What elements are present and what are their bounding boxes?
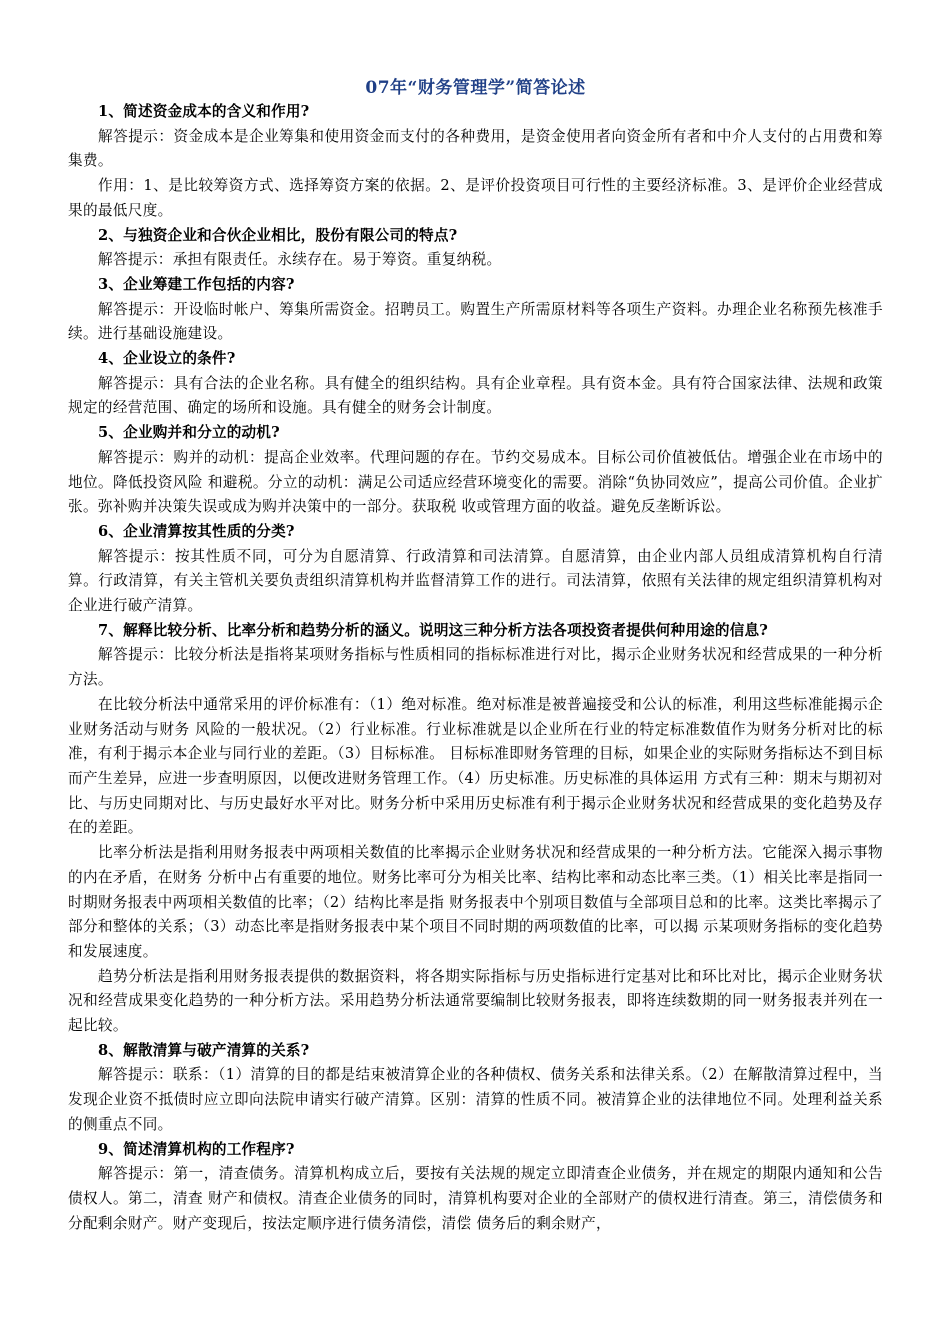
answer-paragraph: 解答提示：第一，清查债务。清算机构成立后，要按有关法规的规定立即清查企业债务，并在规定的期限内通知和公告债权人。第二，清查 财产和债权。清查企业债务的同时，清算机构要对企业的全部财产的债权进行清查。第三，清偿债务和分配剩余财产。财产变现后，按法定顺序进行债务清偿，清偿 债务后的剩余财产， [68, 1165, 883, 1232]
question-heading: 3、企业筹建工作包括的内容? [98, 275, 295, 293]
answer-paragraph: 在比较分析法中通常采用的评价标准有：（1）绝对标准。绝对标准是被普遍接受和公认的标准，利用这些标准能揭示企业财务活动与财务 风险的一般状况。（2）行业标准。行业标准就是以企业所在行业的特定标准数值作为财务分析对比的标准，有利于揭示本企业与同行业的差距。（3）目标标准。 目标标准即财务管理的目标，如果企业的实际财务指标达不到目标而产生差异，应进一步查明原因，以便改进财务管理工作。（4）历史标准。历史标准的具体运用 方式有三种：期末与期初对比、与历史同期对比、与历史最好水平对比。财务分析中采用历史标准有利于揭示企业财务状况和经营成果的变化趋势及存在的差距。 [68, 695, 883, 837]
question-heading: 6、企业清算按其性质的分类? [98, 522, 295, 540]
answer-paragraph: 解答提示：资金成本是企业筹集和使用资金而支付的各种费用，是资金使用者向资金所有者和中介人支付的占用费和筹集费。 [68, 127, 883, 170]
document-body [68, 100, 883, 1236]
answer-paragraph: 作用：1、是比较筹资方式、选择筹资方案的依据。2、是评价投资项目可行性的主要经济标准。3、是评价企业经营成果的最低尺度。 [68, 177, 883, 219]
answer-paragraph: 解答提示：按其性质不同，可分为自愿清算、行政清算和司法清算。自愿清算，由企业内部人员组成清算机构自行清算。行政清算，有关主管机关要负责组织清算机构并监督清算工作的进行。司法清算，依照有关法律的规定组织清算机构对企业进行破产清算。 [68, 547, 883, 615]
question-heading: 4、企业设立的条件? [98, 350, 236, 368]
question-heading: 2、与独资企业和合伙企业相比，股份有限公司的特点? [98, 226, 458, 244]
question-heading: 9、简述清算机构的工作程序? [98, 1140, 295, 1158]
answer-paragraph: 解答提示：具有合法的企业名称。具有健全的组织结构。具有企业章程。具有资本金。具有符合国家法律、法规和政策规定的经营范围、确定的场所和设施。具有健全的财务会计制度。 [68, 374, 883, 417]
document-title: 07年“财务管理学”简答论述 [365, 78, 586, 98]
question-heading: 7、解释比较分析、比率分析和趋势分析的涵义。说明这三种分析方法各项投资者提供何种用途的信息? [98, 621, 769, 639]
question-heading: 5、企业购并和分立的动机? [98, 424, 280, 442]
answer-paragraph: 比率分析法是指利用财务报表中两项相关数值的比率揭示企业财务状况和经营成果的一种分析方法。它能深入揭示事物的内在矛盾，在财务 分析中占有重要的地位。财务比率可分为相关比率、结构比率和动态比率三类。（1）相关比率是指同一时期财务报表中两项相关数值的比率；（2）结构比率是指 财务报表中个别项目数值与全部项目总和的比率。这类比率揭示了部分和整体的关系；（3）动态比率是指财务报表中某个项目不同时期的两项数值的比率，可以揭 示某项财务指标的变化趋势和发展速度。 [68, 844, 883, 960]
answer-paragraph: 解答提示：联系：（1）清算的目的都是结束被清算企业的各种债权、债务关系和法律关系。（2）在解散清算过程中，当发现企业资不抵债时应立即向法院申请实行破产清算。区别：清算的性质不同。被清算企业的法律地位不同。处理利益关系的侧重点不同。 [68, 1066, 883, 1133]
answer-paragraph: 解答提示：开设临时帐户、筹集所需资金。招聘员工。购置生产所需原材料等各项生产资料。办理企业名称预先核准手续。进行基础设施建设。 [68, 300, 883, 343]
question-heading: 1、简述资金成本的含义和作用? [98, 103, 310, 120]
document-page [68, 76, 883, 1236]
answer-paragraph: 趋势分析法是指利用财务报表提供的数据资料，将各期实际指标与历史指标进行定基对比和环比对比，揭示企业财务状况和经营成果变化趋势的一种分析方法。采用趋势分析法通常要编制比较财务报表，即将连续数期的同一财务报表并列在一起比较。 [68, 967, 883, 1035]
answer-paragraph: 解答提示：比较分析法是指将某项财务指标与性质相同的指标标准进行对比，揭示企业财务状况和经营成果的一种分析方法。 [68, 646, 883, 689]
answer-paragraph: 解答提示：承担有限责任。永续存在。易于筹资。重复纳税。 [98, 251, 502, 269]
question-heading: 8、解散清算与破产清算的关系? [98, 1041, 310, 1059]
answer-paragraph: 解答提示：购并的动机：提高企业效率。代理问题的存在。节约交易成本。目标公司价值被低估。增强企业在市场中的地位。降低投资风险 和避税。分立的动机：满足公司适应经营环境变化的需要。消除“负协同效应”，提高公司价值。企业扩张。弥补购并决策失误或成为购并决策中的一部分。获取税 收或管理方面的收益。避免反垄断诉讼。 [68, 448, 883, 516]
